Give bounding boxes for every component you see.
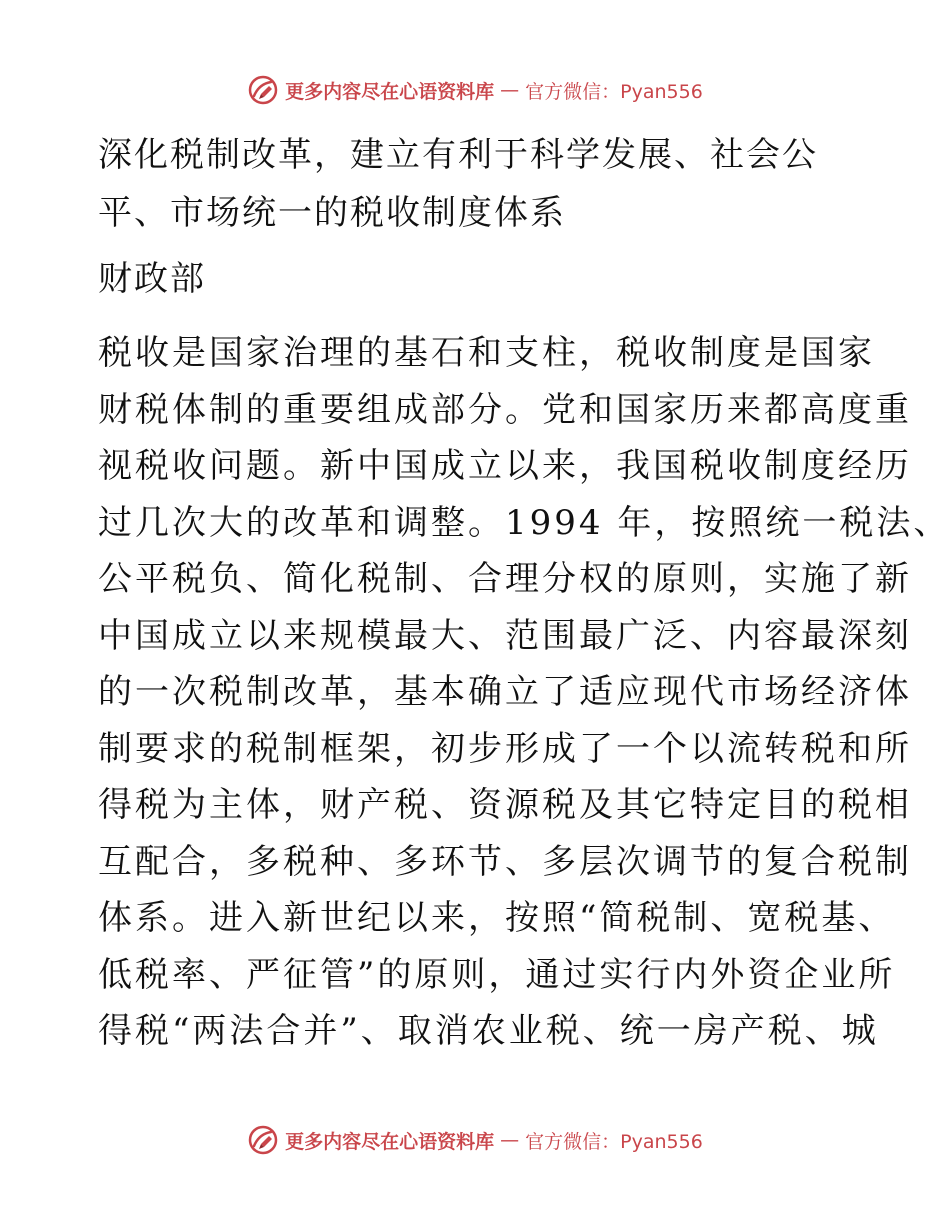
pen-logo-icon — [247, 74, 279, 106]
document-title — [98, 126, 858, 242]
banner-contact: 官方微信：Pyan556 — [525, 1130, 703, 1153]
body-line: 低税率、严征管”的原则，通过实行内外资企业所 — [98, 954, 896, 995]
document-author: 财政部 — [98, 259, 206, 299]
document-body — [98, 325, 950, 1060]
body-line: 中国成立以来规模最大、范围最广泛、内容最深刻 — [98, 615, 912, 656]
body-line: 制要求的税制框架，初步形成了一个以流转税和所 — [98, 728, 912, 769]
body-line: 财税体制的重要组成部分。党和国家历来都高度重 — [98, 389, 912, 430]
body-line: 得税为主体，财产税、资源税及其它特定目的税相 — [98, 785, 912, 825]
banner-separator: — — [500, 1129, 520, 1151]
body-line: 公平税负、简化税制、合理分权的原则，实施了新 — [98, 559, 912, 599]
footer-banner-content — [247, 1124, 703, 1156]
header-banner — [0, 70, 950, 110]
title-line-2: 平、市场统一的税收制度体系 — [98, 193, 566, 233]
title-line-1: 深化税制改革，建立有利于科学发展、社会公 — [98, 135, 818, 175]
pen-logo-icon — [247, 1124, 279, 1156]
banner-text: 更多内容尽在心语资料库 — [285, 80, 495, 103]
body-line: 过几次大的改革和调整。1994 年，按照统一税法、 — [98, 502, 950, 543]
body-line: 视税收问题。新中国成立以来，我国税收制度经历 — [98, 446, 912, 486]
body-line: 互配合，多税种、多环节、多层次调节的复合税制 — [98, 841, 912, 882]
body-line: 的一次税制改革，基本确立了适应现代市场经济体 — [98, 672, 912, 712]
body-line: 税收是国家治理的基石和支柱，税收制度是国家 — [98, 333, 875, 373]
header-banner-content — [247, 74, 703, 106]
banner-contact: 官方微信：Pyan556 — [525, 80, 703, 103]
banner-text: 更多内容尽在心语资料库 — [285, 1130, 495, 1153]
footer-banner — [0, 1120, 950, 1160]
banner-separator: — — [500, 79, 520, 101]
body-line: 体系。进入新世纪以来，按照“简税制、宽税基、 — [98, 898, 896, 938]
body-line: 得税“两法合并”、取消农业税、统一房产税、城 — [98, 1011, 879, 1051]
